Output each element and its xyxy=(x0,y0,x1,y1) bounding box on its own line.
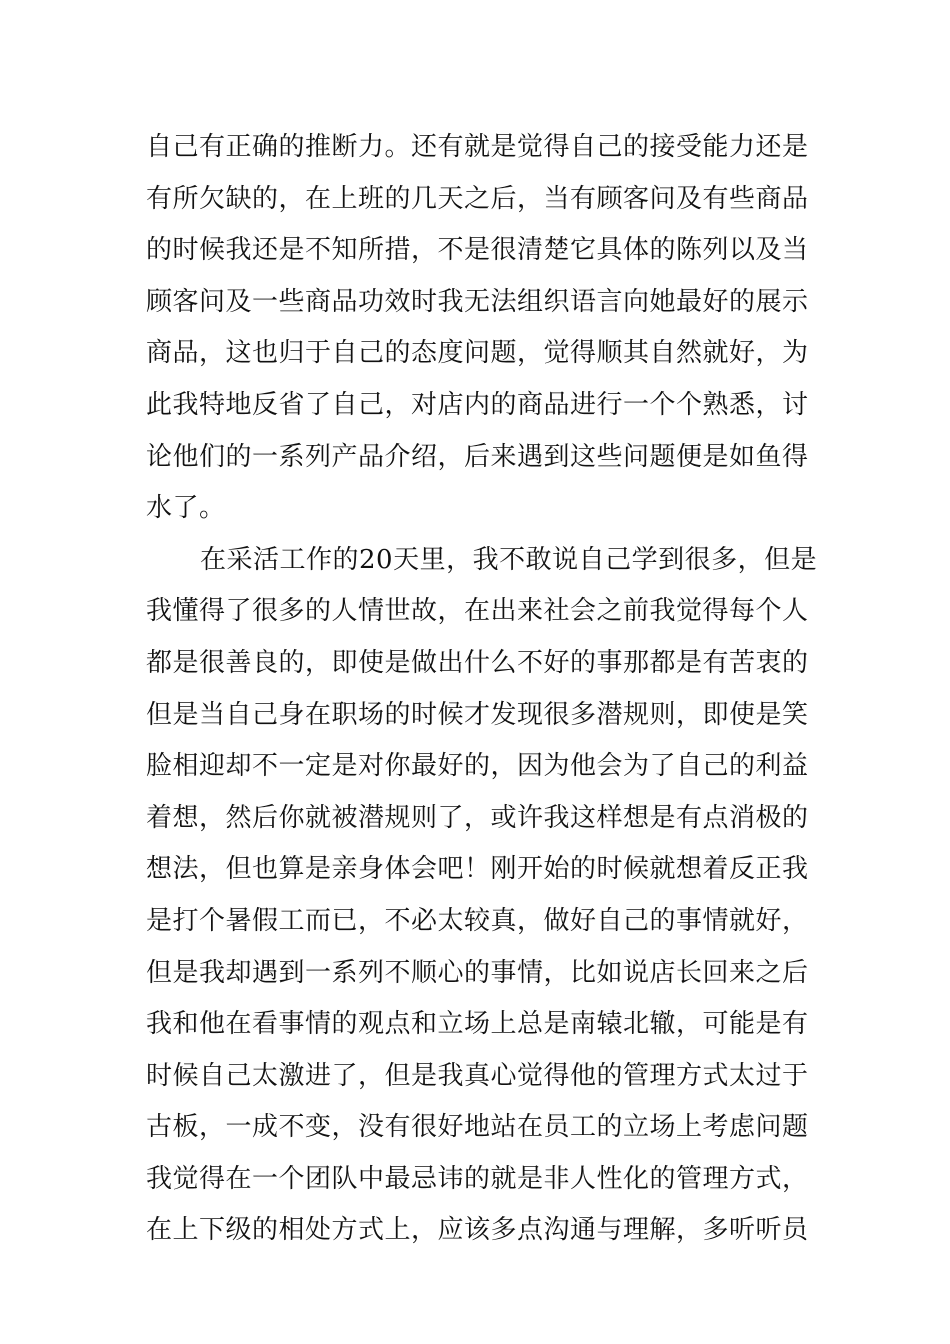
text-line: 都是很善良的，即使是做出什么不好的事那都是有苦衷的 xyxy=(146,647,809,678)
text-line: 有所欠缺的，在上班的几天之后，当有顾客问及有些商品 xyxy=(146,183,809,214)
text-line: 自己有正确的推断力。还有就是觉得自己的接受能力还是 xyxy=(146,132,809,162)
text-line: 着想，然后你就被潜规则了，或许我这样想是有点消极的 xyxy=(146,802,809,833)
text-line: 顾客问及一些商品功效时我无法组织语言向她最好的展示 xyxy=(146,286,809,317)
text-line: 我觉得在一个团队中最忌讳的就是非人性化的管理方式， xyxy=(146,1163,809,1194)
text-line: 古板，一成不变，没有很好地站在员工的立场上考虑问题 xyxy=(146,1112,809,1143)
body-text xyxy=(146,122,816,1257)
text-line: 论他们的一系列产品介绍，后来遇到这些问题便是如鱼得 xyxy=(146,441,809,472)
text-line: 商品，这也归于自己的态度问题，觉得顺其自然就好，为 xyxy=(146,338,809,369)
text-line: 时候自己太激进了，但是我真心觉得他的管理方式太过于 xyxy=(146,1060,809,1091)
text-line: 想法，但也算是亲身体会吧！刚开始的时候就想着反正我 xyxy=(146,854,809,885)
text-line: 我懂得了很多的人情世故，在出来社会之前我觉得每个人 xyxy=(146,596,809,627)
text-line: 是打个暑假工而已，不必太较真，做好自己的事情就好， xyxy=(146,905,809,936)
text-line: 水了。 xyxy=(146,493,226,524)
text-line: 脸相迎却不一定是对你最好的，因为他会为了自己的利益 xyxy=(146,751,809,782)
text-line: 我和他在看事情的观点和立场上总是南辕北辙，可能是有 xyxy=(146,1009,809,1040)
text-line: 在上下级的相处方式上，应该多点沟通与理解，多听听员 xyxy=(146,1215,809,1246)
text-line: 此我特地反省了自己，对店内的商品进行一个个熟悉，讨 xyxy=(146,389,809,420)
paragraph-start-line: 在采活工作的20天里，我不敢说自己学到很多，但是 xyxy=(200,544,818,575)
text-line: 的时候我还是不知所措，不是很清楚它具体的陈列以及当 xyxy=(146,235,809,266)
text-line: 但是当自己身在职场的时候才发现很多潜规则，即使是笑 xyxy=(146,699,809,730)
text-line: 但是我却遇到一系列不顺心的事情，比如说店长回来之后 xyxy=(146,957,809,988)
